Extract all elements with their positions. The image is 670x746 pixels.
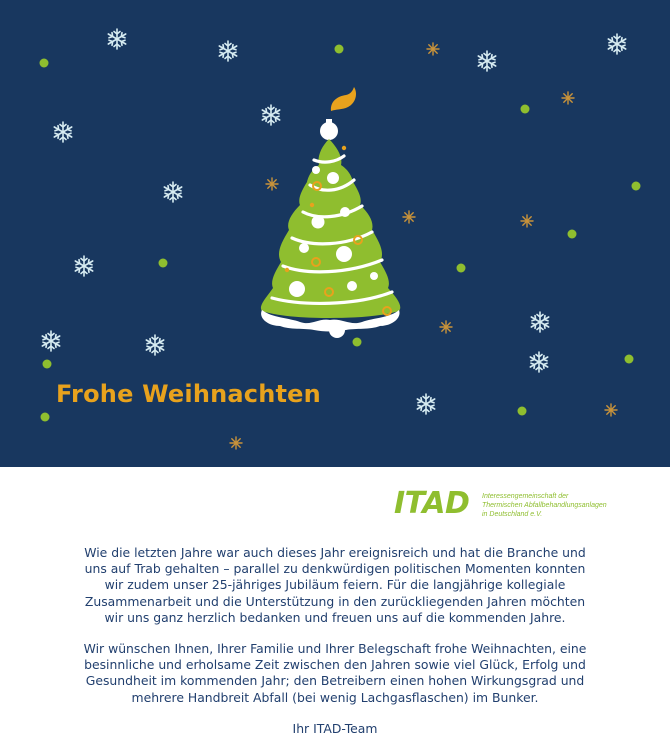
logo-subtitle-line: Thermischen Abfallbehandlungsanlagen — [482, 502, 607, 509]
snowflake-icon — [478, 51, 495, 71]
snowflake-icon — [42, 331, 59, 351]
snowflake-icon — [146, 335, 163, 355]
star-icon — [440, 321, 452, 333]
paragraph-line: wir zudem unser 25-jähriges Jubiläum feiern. Für die langjährige kollegiale — [104, 577, 566, 593]
flame-icon — [331, 87, 356, 111]
logo-subtitle — [482, 492, 632, 519]
paragraph-line: mehrere Handbreit Abfall (bei wenig Lachgasflaschen) im Bunker. — [131, 689, 539, 705]
snowflake-icon — [219, 41, 236, 61]
snowflake-icon — [531, 312, 548, 332]
logo-subtitle-line: Interessengemeinschaft der — [482, 493, 569, 500]
paragraph-line: Wir wünschen Ihnen, Ihrer Familie und Ihrer Belegschaft frohe Weihnachten, eine — [83, 641, 587, 656]
star-icon — [230, 437, 242, 449]
star-icon — [562, 92, 574, 104]
paragraph-line: besinnliche und erholsame Zeit zwischen den Jahren sowie viel Glück, Erfolg und — [84, 657, 586, 673]
star-icon — [403, 211, 415, 223]
snowflake-icon — [108, 29, 125, 49]
message-paragraph-2 — [40, 641, 630, 706]
star-icon — [427, 43, 439, 55]
snowflake-icon — [164, 182, 181, 202]
star-icon — [521, 215, 533, 227]
message-paragraph-1 — [40, 545, 630, 626]
paragraph-line: Gesundheit im kommenden Jahr; den Betreibern einen hohen Wirkungsgrad und — [85, 673, 585, 689]
snowflake-icon — [75, 256, 92, 276]
paragraph-line: wir uns ganz herzlich bedanken und freuen uns auf die kommenden Jahre. — [104, 609, 566, 625]
star-icon — [605, 404, 617, 416]
snowflake-icon — [530, 352, 547, 372]
logo-wordmark: ITAD — [394, 486, 470, 521]
paragraph-line: Wie die letzten Jahre war auch dieses Jahr ereignisreich und hat die Branche und — [84, 545, 586, 560]
christmas-tree-icon — [261, 87, 400, 338]
snowflake-icon — [54, 122, 71, 142]
star-icon — [266, 178, 278, 190]
paragraph-line: uns auf Trab gehalten – parallel zu denkwürdigen politischen Momenten konnten — [84, 561, 586, 577]
paragraph-line: Zusammenarbeit und die Unterstützung in den zurückliegenden Jahren möchten — [84, 593, 586, 609]
greeting-heading: Frohe Weihnachten — [56, 380, 321, 408]
signature: Ihr ITAD-Team — [292, 721, 378, 736]
snowflake-icon — [262, 105, 279, 125]
logo-subtitle-line: in Deutschland e.V. — [482, 511, 543, 518]
itad-logo — [394, 486, 634, 526]
snowflake-icon — [417, 394, 434, 414]
snowflake-icon — [608, 34, 625, 54]
